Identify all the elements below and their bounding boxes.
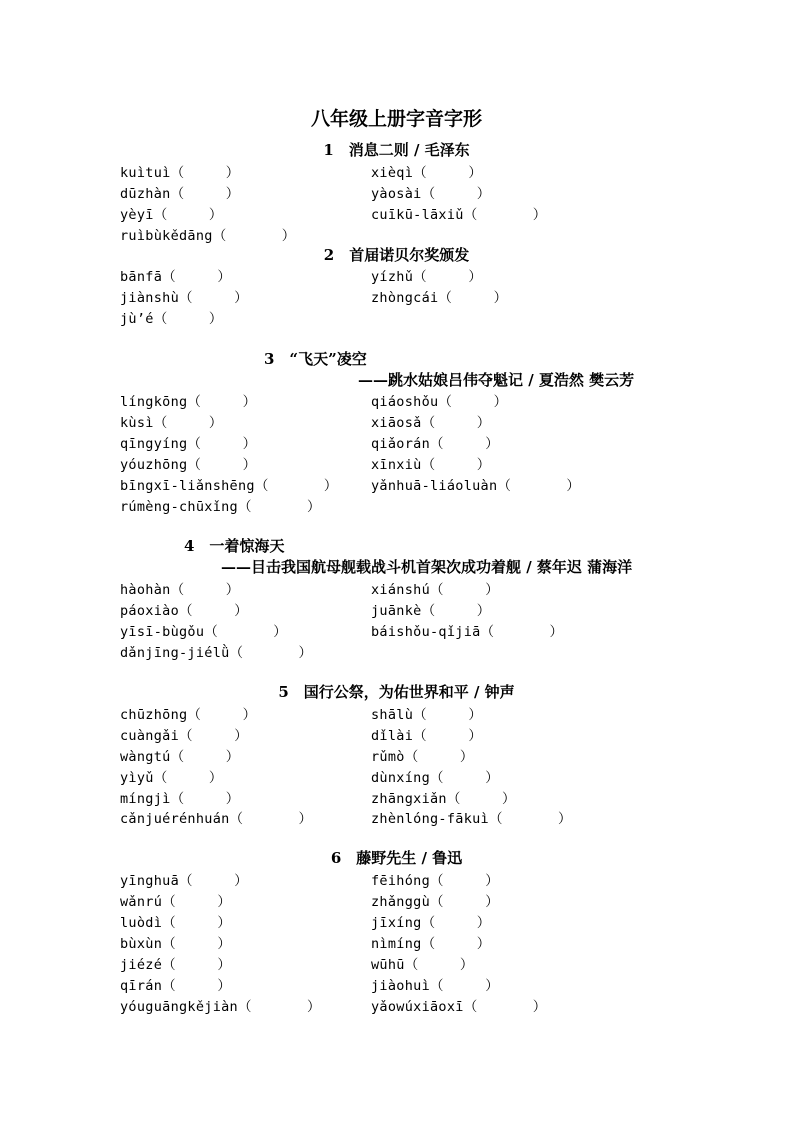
section-3-item: yǎnhuā-liáoluàn（ ） [371,478,581,494]
section-4-item: dǎnjīng-jiélǜ（ ） [120,645,313,661]
section-2-item: jù’é（ ） [120,311,223,327]
section-5-item: cǎnjuérénhuán（ ） [120,811,313,827]
section-3-subheading: ——跳水姑娘吕伟夺魁记 / 夏浩然 樊云芳 [358,371,635,389]
section-2-item: jiànshù（ ） [120,290,248,306]
page-title: 八年级上册字音字形 [310,108,482,130]
section-4-heading: 4 一着惊海天 [184,537,285,555]
section-2-heading: 2 首届诺贝尔奖颁发 [323,246,470,264]
section-3-item: qīngyíng（ ） [120,436,257,452]
section-1-item: cuīkū-lāxiǔ（ ） [371,207,547,223]
section-5-item: zhāngxiǎn（ ） [371,791,516,807]
section-6-item: fēihóng（ ） [371,873,499,889]
section-5-item: chūzhōng（ ） [120,707,257,723]
section-1-item: kuìtuì（ ） [120,165,240,181]
section-2-item: bānfā（ ） [120,269,232,285]
section-4-subheading: ——目击我国航母舰载战斗机首架次成功着舰 / 蔡年迟 蒲海洋 [221,558,633,576]
section-6-item: wūhū（ ） [371,957,474,973]
section-6-item: luòdì（ ） [120,915,232,931]
section-5-item: yìyǔ（ ） [120,770,223,786]
section-3-item: bīngxī-liǎnshēng（ ） [120,478,338,494]
section-5-heading: 5 国行公祭，为佑世界和平 / 钟声 [278,683,515,701]
section-5-item: dǐlài（ ） [371,728,483,744]
section-5-item: rǔmò（ ） [371,749,474,765]
section-5-item: dùnxíng（ ） [371,770,499,786]
section-1-item: ruìbùkědāng（ ） [120,228,296,244]
section-3-item: qiáoshǒu（ ） [371,394,508,410]
section-6-item: wǎnrú（ ） [120,894,232,910]
section-6-item: jīxíng（ ） [371,915,491,931]
section-4-item: juānkè（ ） [371,603,491,619]
section-1-item: xièqì（ ） [371,165,483,181]
section-5-item: cuàngǎi（ ） [120,728,248,744]
section-6-item: yīnghuā（ ） [120,873,248,889]
section-5-item: míngjì（ ） [120,791,240,807]
section-1-item: yàosài（ ） [371,186,491,202]
section-2-item: zhòngcái（ ） [371,290,508,306]
section-6-item: bùxùn（ ） [120,936,232,952]
section-6-item: jiézé（ ） [120,957,232,973]
section-1-heading: 1 消息二则 / 毛泽东 [323,141,470,159]
section-6-item: qīrán（ ） [120,978,232,994]
section-3-heading: 3 “飞天”凌空 [264,350,367,368]
section-6-item: nìmíng（ ） [371,936,491,952]
section-5-item: zhènlóng-fākuì（ ） [371,811,572,827]
section-3-item: kùsì（ ） [120,415,223,431]
section-4-item: yīsī-bùgǒu（ ） [120,624,288,640]
section-6-item: yóuguāngkějiàn（ ） [120,999,321,1015]
section-3-item: xiāosǎ（ ） [371,415,491,431]
section-3-item: qiǎorán（ ） [371,436,499,452]
section-5-item: shālù（ ） [371,707,483,723]
section-4-item: báishǒu-qǐjiā（ ） [371,624,564,640]
section-4-item: hàohàn（ ） [120,582,240,598]
section-6-item: yǎowúxiāoxī（ ） [371,999,547,1015]
section-1-item: dūzhàn（ ） [120,186,240,202]
section-2-item: yízhǔ（ ） [371,269,483,285]
section-3-item: língkōng（ ） [120,394,257,410]
section-6-item: zhǎnggù（ ） [371,894,499,910]
section-4-item: páoxiào（ ） [120,603,248,619]
section-4-item: xiánshú（ ） [371,582,499,598]
section-3-item: rúmèng-chūxǐng（ ） [120,499,321,515]
section-3-item: xīnxiù（ ） [371,457,491,473]
section-5-item: wàngtú（ ） [120,749,240,765]
section-3-item: yóuzhōng（ ） [120,457,257,473]
section-1-item: yèyī（ ） [120,207,223,223]
section-6-item: jiàohuì（ ） [371,978,499,994]
section-6-heading: 6 藤野先生 / 鲁迅 [330,849,463,867]
